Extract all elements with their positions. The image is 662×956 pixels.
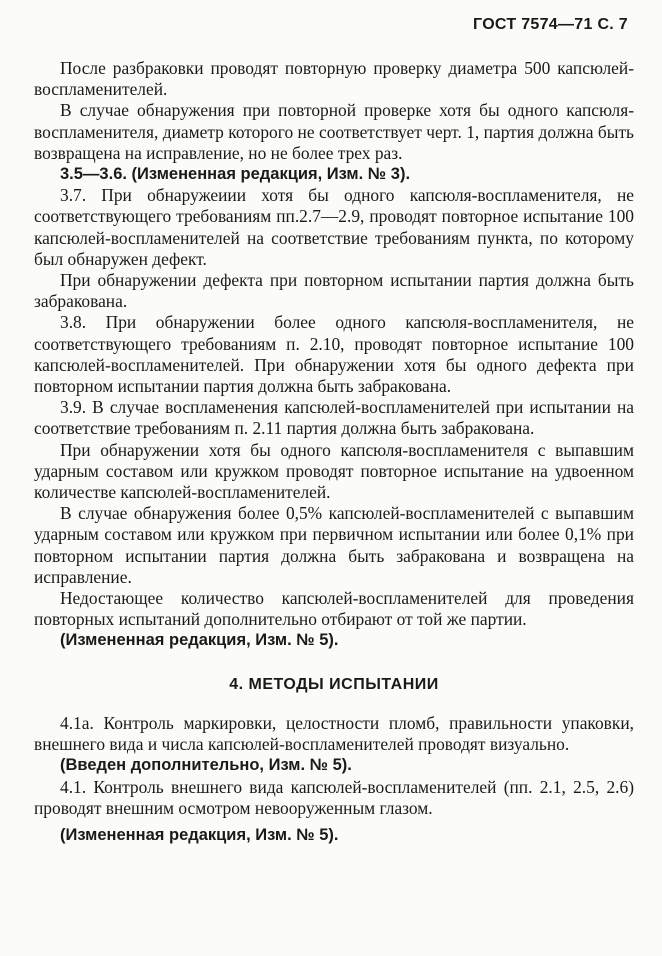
paragraph: После разбраковки проводят повторную проверку диаметра 500 капсюлей-воспламенителей. <box>34 58 634 100</box>
revision-note: 3.5—3.6. (Измененная редакция, Изм. № 3). <box>60 165 411 184</box>
paragraph: В случае обнаружения более 0,5% капсюлей-воспламенителей с выпавшим ударным составом или кружком при первичном испытании или более 0,1% при повторном испытании партия должна быть забракована и возвращена на исправление. <box>34 503 634 587</box>
paragraph: 4.1. Контроль внешнего вида капсюлей-воспламенителей (пп. 2.1, 2.5, 2.6) проводят внешним осмотром невооруженным глазом. <box>34 776 634 818</box>
revision-note: (Измененная редакция, Изм. № 5). <box>60 631 339 650</box>
paragraph: 3.8. При обнаружении более одного капсюля-воспламенителя, не соответствующего требованиям п. 2.10, проводят повторное испытание 100 капсюлей-воспламенителей. При обнаружении хотя бы одного дефекта при повторном испытании партия должна быть забракована. <box>34 312 634 397</box>
paragraph: При обнаружении дефекта при повторном испытании партия должна быть забракована. <box>34 270 634 312</box>
paragraph: В случае обнаружения при повторной проверке хотя бы одного капсюля-воспламенителя, диаметр которого не соответствует черт. 1, партия должна быть возвращена на исправление, но не более трех раз. <box>34 100 634 163</box>
paragraph: 4.1а. Контроль маркировки, целостности пломб, правильности упаковки, внешнего вида и числа капсюлей-воспламенителей проводят визуально. <box>34 712 634 755</box>
section-heading: 4. МЕТОДЫ ИСПЫТАНИИ <box>229 675 439 693</box>
revision-note: (Измененная редакция, Изм. № 5). <box>60 825 339 844</box>
paragraph: При обнаружении хотя бы одного капсюля-воспламенителя с выпавшим ударным составом или кружком проводят повторное испытание на удвоенном количестве капсюлей-воспламенителей. <box>34 439 634 503</box>
page-header: ГОСТ 7574—71 С. 7 <box>473 16 628 33</box>
paragraph: Недостающее количество капсюлей-воспламенителей для проведения повторных испытаний дополнительно отбирают от той же партии. <box>34 588 634 630</box>
added-note: (Введен дополнительно, Изм. № 5). <box>60 756 352 775</box>
document-body <box>34 58 634 846</box>
paragraph: 3.7. При обнаружеиии хотя бы одного капсюля-воспламенителя, не соответствующего требованиям пп.2.7—2.9, проводят повторное испытание 100 капсюлей-воспламенителей на соответствие требованиям пункта, по которому был обнаружен дефект. <box>34 185 634 269</box>
paragraph: 3.9. В случае воспламенения капсюлей-воспламенителей при испытании на соответствие требованиям п. 2.11 партия должна быть забракована. <box>34 397 634 439</box>
